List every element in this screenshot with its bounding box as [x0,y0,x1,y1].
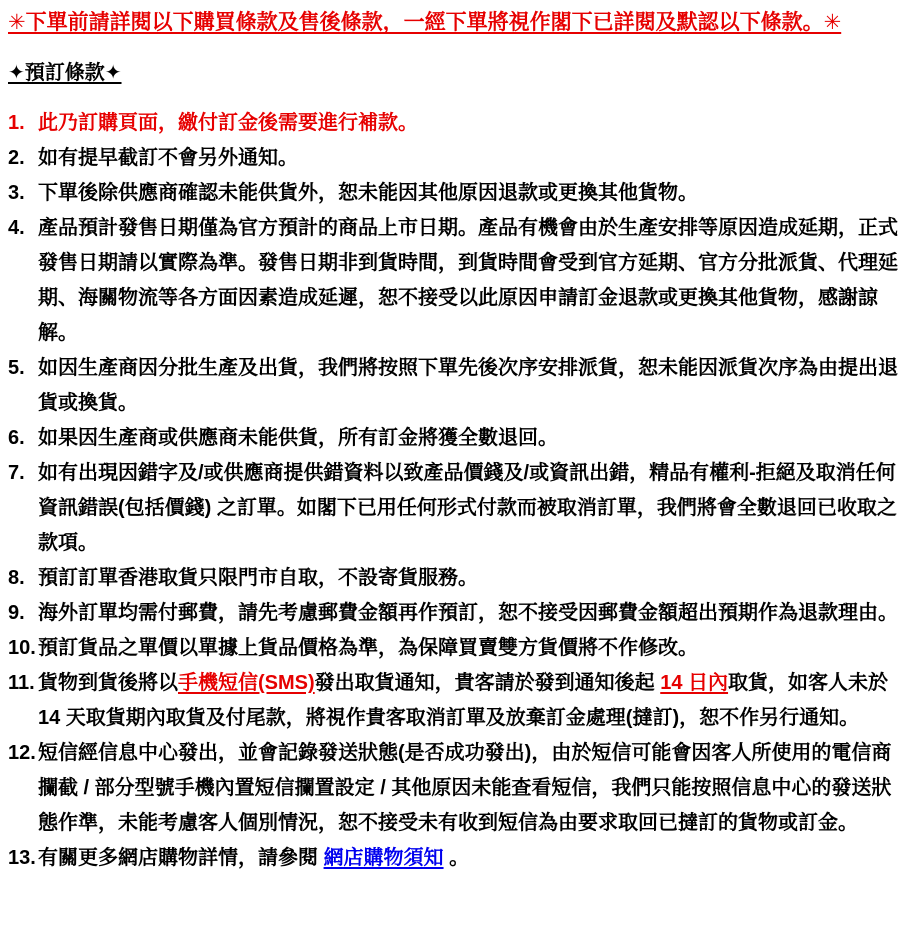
term-text-segment: 如有出現因錯字及/或供應商提供錯資料以致產品價錢及/或資訊出錯，精品有權利-拒絕及取消任何資訊錯誤(包括價錢) 之訂單。如閣下已用任何形式付款而被取消訂單，我們將會全數退回已收取之款項。 [38,462,897,554]
term-text-segment: 如有提早截訂不會另外通知。 [38,147,298,169]
term-item [8,421,898,456]
term-number: 7. [8,462,25,484]
term-text-segment: 預訂貨品之單價以單據上貨品價格為準，為保障買賣雙方貨價將不作修改。 [38,637,698,659]
term-item [8,351,898,421]
term-text-segment: 預訂訂單香港取貨只限門市自取，不設寄貨服務。 [38,567,478,589]
term-item [8,456,898,561]
term-text-segment: 海外訂單均需付郵費，請先考慮郵費金額再作預訂，恕不接受因郵費金額超出預期作為退款理由。 [38,602,898,624]
term-number: 9. [8,602,25,624]
term-item [8,211,898,351]
term-text-segment: 如果因生產商或供應商未能供貨，所有訂金將獲全數退回。 [38,427,558,449]
term-item [8,631,898,666]
term-text-segment: 貨物到貨後將以 [38,672,178,694]
term-number: 10. [8,637,36,659]
term-text-segment: 如因生產商因分批生產及出貨，我們將按照下單先後次序安排派貨，恕未能因派貨次序為由提出退貨或換貨。 [38,357,898,414]
term-number: 12. [8,742,36,764]
term-text-segment: 發出取貨通知，貴客請於發到通知後起 [314,672,661,694]
section-title: ✦預訂條款✦ [8,62,122,84]
term-text-segment: 。 [443,847,470,869]
term-text-segment: 下單後除供應商確認未能供貨外，恕未能因其他原因退款或更換其他貨物。 [38,182,698,204]
term-number: 13. [8,847,36,869]
term-item [8,841,898,876]
term-item [8,666,898,736]
term-text-segment: 取貨，如客人未於 14 天取貨期內取貨及付尾款，將視作貴客取消訂單及放棄訂金處理(撻訂)，恕不作另行通知。 [38,672,889,729]
sms-notice-emphasis: 手機短信(SMS) [178,672,315,694]
term-number: 8. [8,567,25,589]
term-item [8,176,898,211]
term-item [8,141,898,176]
term-text-segment: 短信經信息中心發出，並會記錄發送狀態(是否成功發出)，由於短信可能會因客人所使用的電信商攔截 / 部分型號手機內置短信攔置設定 / 其他原因未能查看短信，我們只能按照信息中心的發送狀態作準，未能考慮客人個別情況，恕不接受未有收到短信為由要求取回已撻訂的貨物或訂金。 [38,742,892,834]
term-item [8,106,898,141]
term-number: 4. [8,217,25,239]
term-item [8,596,898,631]
term-item [8,736,898,841]
term-number: 3. [8,182,25,204]
term-text-segment: 有關更多網店購物詳情，請參閱 [38,847,324,869]
store-shopping-guide-link[interactable]: 網店購物須知 [323,847,444,869]
term-number: 1. [8,112,25,134]
term-number: 2. [8,147,25,169]
term-number: 5. [8,357,25,379]
terms-list [8,106,898,876]
term-number: 6. [8,427,25,449]
pickup-deadline-emphasis: 14 日內 [660,672,729,694]
term-text-segment: 此乃訂購頁面，繳付訂金後需要進行補款。 [38,112,418,134]
term-number: 11. [8,672,35,694]
term-text-segment: 產品預計發售日期僅為官方預計的商品上市日期。產品有機會由於生產安排等原因造成延期，正式發售日期請以實際為準。發售日期非到貨時間，到貨時間會受到官方延期、官方分批派貨、代理延期、海關物流等各方面因素造成延遲，恕不接受以此原因申請訂金退款或更換其他貨物，感謝諒解。 [38,217,898,344]
header-notice: ✳下單前請詳閱以下購買條款及售後條款，一經下單將視作閣下已詳閱及默認以下條款。✳ [8,11,842,34]
term-item [8,561,898,596]
